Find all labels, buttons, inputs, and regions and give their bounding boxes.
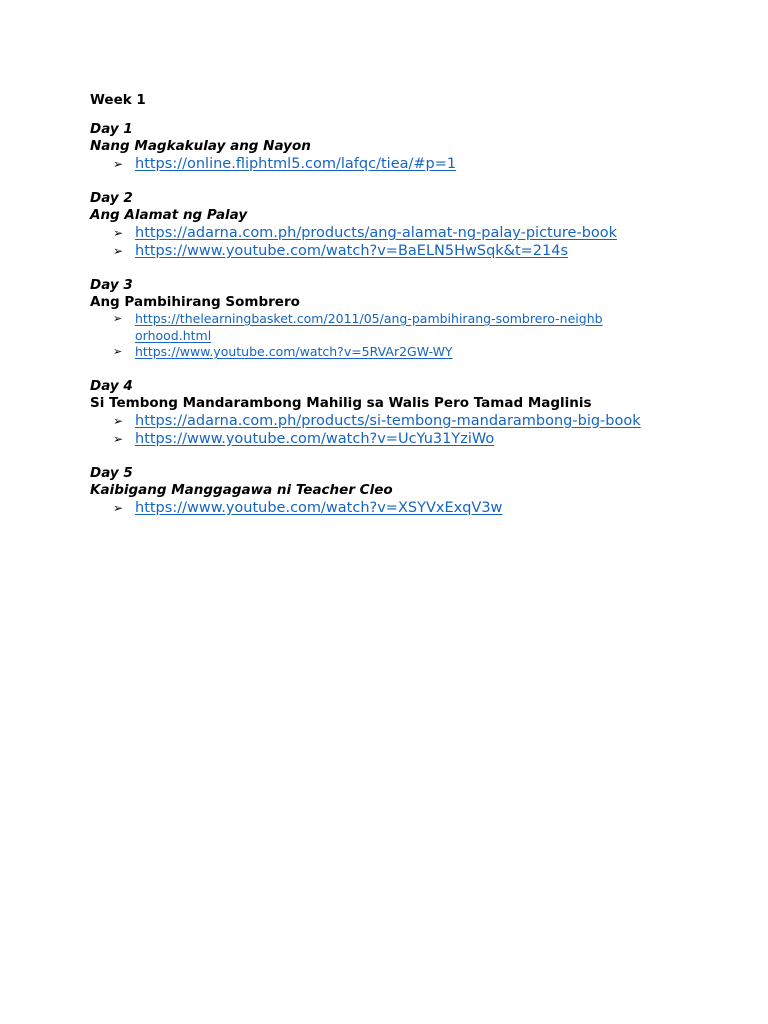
resource-link[interactable]: https://www.youtube.com/watch?v=BaELN5HwSqk&t=214s <box>135 243 569 259</box>
arrow-bullet-icon: ➢ <box>113 431 124 446</box>
document-page <box>90 92 730 534</box>
day-label: Day 1 <box>90 121 133 137</box>
resource-link[interactable]: https://www.youtube.com/watch?v=5RVAr2GW-WY <box>135 344 453 359</box>
day-label: Day 4 <box>90 377 133 394</box>
resource-link[interactable]: https://thelearningbasket.com/2011/05/ang-pambihirang-sombrero-neighborhood.html <box>135 311 603 343</box>
day-section-1 <box>90 121 730 173</box>
day-section-2 <box>90 190 730 260</box>
day-label: Day 5 <box>90 464 133 481</box>
list-item <box>90 155 730 173</box>
link-list <box>90 499 730 517</box>
list-item <box>90 412 730 430</box>
link-list <box>90 311 730 361</box>
arrow-bullet-icon: ➢ <box>113 345 123 358</box>
arrow-bullet-icon: ➢ <box>113 500 124 515</box>
story-title: Si Tembong Mandarambong Mahilig sa Walis Pero Tamad Maglinis <box>90 394 592 411</box>
list-item <box>90 242 730 260</box>
story-title: Nang Magkakulay ang Nayon <box>90 138 311 154</box>
day-section-5 <box>90 465 730 517</box>
arrow-bullet-icon: ➢ <box>113 413 124 428</box>
list-item <box>90 430 730 448</box>
link-list <box>90 412 730 448</box>
resource-link[interactable]: https://online.fliphtml5.com/lafqc/tiea/#p=1 <box>135 156 457 172</box>
list-item <box>90 224 730 242</box>
list-item <box>90 311 730 344</box>
day-label: Day 3 <box>90 277 133 293</box>
resource-link[interactable]: https://adarna.com.ph/products/ang-alamat-ng-palay-picture-book <box>135 225 618 241</box>
story-title: Ang Pambihirang Sombrero <box>90 294 300 310</box>
day-section-4 <box>90 378 730 448</box>
link-list <box>90 155 730 173</box>
arrow-bullet-icon: ➢ <box>113 312 123 325</box>
day-label: Day 2 <box>90 190 133 206</box>
story-title: Kaibigang Manggagawa ni Teacher Cleo <box>90 481 393 498</box>
day-section-3 <box>90 277 730 361</box>
link-list <box>90 224 730 260</box>
story-title: Ang Alamat ng Palay <box>90 207 248 223</box>
resource-link[interactable]: https://www.youtube.com/watch?v=UcYu31YziWo <box>135 430 495 447</box>
list-item <box>90 344 730 361</box>
resource-link[interactable]: https://adarna.com.ph/products/si-tembong-mandarambong-big-book <box>135 412 641 429</box>
arrow-bullet-icon: ➢ <box>113 244 124 258</box>
list-item <box>90 499 730 517</box>
arrow-bullet-icon: ➢ <box>113 226 124 240</box>
week-heading: Week 1 <box>90 92 146 108</box>
resource-link[interactable]: https://www.youtube.com/watch?v=XSYVxExqV3w <box>135 499 503 516</box>
arrow-bullet-icon: ➢ <box>113 157 124 171</box>
